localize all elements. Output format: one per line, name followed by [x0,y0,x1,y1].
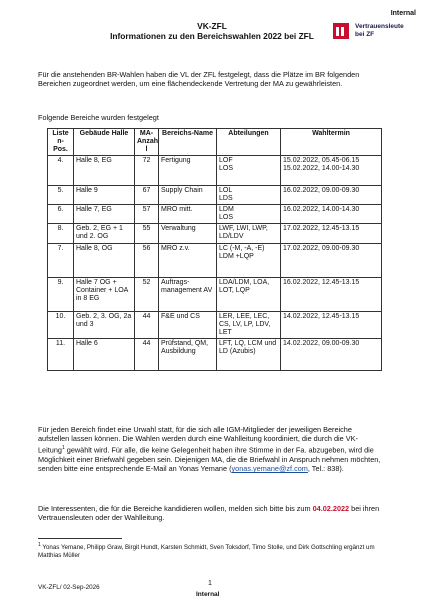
cell-wahltermin: 14.02.2022, 12.45-13.15 [281,312,382,339]
cell-gebaeude: Halle 9 [74,186,135,205]
wahl-info-text-b: gewählt wird. Für alle, die keine Gelegenheit haben ihre Stimme in der Fa. abzugeben, wird die Möglichkeit einer Briefwahl gegeben sein. Diejenigen MA, die die Briefwahl in Anspruch nehmen möchten, senden bitte eine entsprechende E-Mail an Yonas Yemane ( [38,445,381,474]
col-header-liste: Liste n-Pos. [48,129,74,156]
kandidaten-text-b: bei ihren Vertrauensleuten oder der Wahlleitung. [38,504,380,523]
cell-gebaeude: Halle 6 [74,339,135,371]
wahl-info-paragraph [38,425,384,473]
wahl-info-text-c: , Tel.: 838). [307,464,344,474]
cell-bereich: Verwaltung [159,224,217,244]
table-row [48,339,382,371]
cell-ma-anzahl: 52 [135,278,159,312]
document-title-line2: Informationen zu den Bereichswahlen 2022 bei ZFL [110,31,314,41]
table-row [48,156,382,186]
table-row [48,312,382,339]
cell-gebaeude: Halle 7, EG [74,205,135,224]
cell-bereich: Auftrags-management AV [159,278,217,312]
deadline-date: 04.02.2022 [312,504,350,513]
cell-liste: 4. [48,156,74,186]
cell-bereich: MRO mitt. [159,205,217,224]
footnote-number: 1 [38,542,41,548]
table-row [48,244,382,278]
logo-text-line1: Vertrauensleute [355,23,404,30]
page-number: 1 [208,580,212,587]
classification-label: Internal [390,10,416,17]
cell-abteilungen: LC (-M, -A, -E) LDM +LQP [217,244,281,278]
table-row [48,205,382,224]
footer-doc-id: VK-ZFL/ 02-Sep-2026 [38,584,100,591]
cell-abteilungen: LDM LOS [217,205,281,224]
cell-liste: 7. [48,244,74,278]
cell-gebaeude: Halle 7 OG + Container + LOA in 8 EG [74,278,135,312]
cell-abteilungen: LWF, LWI, LWP, LD/LDV [217,224,281,244]
email-link[interactable]: yonas.yemane@zf.com [231,464,308,474]
cell-ma-anzahl: 44 [135,312,159,339]
cell-wahltermin: 16.02.2022, 14.00-14.30 [281,205,382,224]
intro-paragraph-2: Folgende Bereiche wurden festgelegt [38,113,159,122]
col-header-gebaeude: Gebäude Halle [74,129,135,156]
cell-ma-anzahl: 57 [135,205,159,224]
table-row [48,224,382,244]
cell-gebaeude: Halle 8, OG [74,244,135,278]
intro-paragraph: Für die anstehenden BR-Wahlen haben die VL der ZFL festgelegt, dass die Plätze im BR folgenden Bereichen zugeordnet werden, um eine flächendeckende Vertretung der MA zu gewährleisten. [38,70,360,89]
cell-wahltermin: 16.02.2022, 12.45-13.15 [281,278,382,312]
document-title-line1: VK-ZFL [197,21,227,31]
col-header-bereich: Bereichs-Name [159,129,217,156]
cell-bereich: Supply Chain [159,186,217,205]
footnote [38,541,393,560]
vertrauensleute-logo [331,21,421,43]
cell-wahltermin: 16.02.2022, 09.00-09.30 [281,186,382,205]
table-row [48,278,382,312]
cell-abteilungen: LER, LEE, LEC, CS, LV, LP, LDV, LET [217,312,281,339]
cell-abteilungen: LOF LOS [217,156,281,186]
col-header-ma-anzahl: MA-Anzah l [135,129,159,156]
cell-wahltermin: 17.02.2022, 12.45-13.15 [281,224,382,244]
table-row [48,186,382,205]
col-header-abteilungen: Abteilungen [217,129,281,156]
cell-ma-anzahl: 44 [135,339,159,371]
cell-liste: 11. [48,339,74,371]
cell-bereich: F&E und CS [159,312,217,339]
cell-wahltermin: 15.02.2022, 05.45-06.15 15.02.2022, 14.00-14.30 [281,156,382,186]
cell-ma-anzahl: 72 [135,156,159,186]
table-header-row [48,129,382,156]
igm-logo-icon [331,21,353,41]
cell-ma-anzahl: 56 [135,244,159,278]
cell-liste: 9. [48,278,74,312]
cell-bereich: MRO z.v. [159,244,217,278]
cell-liste: 6. [48,205,74,224]
cell-gebaeude: Geb. 2, EG + 1 und 2. OG [74,224,135,244]
cell-abteilungen: LOL LDS [217,186,281,205]
cell-bereich: Fertigung [159,156,217,186]
cell-liste: 10. [48,312,74,339]
cell-wahltermin: 17.02.2022, 09.00-09.30 [281,244,382,278]
footnote-ref: 1 [61,444,65,451]
cell-ma-anzahl: 55 [135,224,159,244]
cell-liste: 8. [48,224,74,244]
cell-wahltermin: 14.02.2022, 09.00-09.30 [281,339,382,371]
footnote-text: Yonas Yemane, Philipp Graw, Birgit Hundt, Karsten Schmidt, Sven Toksdorf, Timo Stolle, und Dirk Gottschling ergänzt um Matthias Müller [38,544,375,560]
footnote-divider [38,538,122,539]
cell-ma-anzahl: 67 [135,186,159,205]
cell-abteilungen: LFT, LQ, LCM und LD (Azubis) [217,339,281,371]
wahl-info-text-a: Für jeden Bereich findet eine Urwahl statt, für die sich alle IGM-Mitglieder der jeweiligen Bereiche aufstellen lassen können. Die Wahlen werden durch eine Wahlleitung koordiniert, die durch die VK-Leitung [38,425,358,455]
kandidaten-paragraph [38,504,384,523]
cell-bereich: Prüfstand, QM, Ausbildung [159,339,217,371]
logo-text-line2: bei ZF [355,31,375,38]
cell-gebaeude: Halle 8, EG [74,156,135,186]
col-header-wahltermin: Wahltermin [281,129,382,156]
cell-abteilungen: LDA/LDM, LOA, LOT, LQP [217,278,281,312]
bereiche-table [47,128,382,371]
cell-liste: 5. [48,186,74,205]
kandidaten-text-a: Die Interessenten, die für die Bereiche kandidieren wollen, melden sich bitte bis zum [38,504,313,513]
footer-classification: Internal [196,591,220,598]
cell-gebaeude: Geb. 2, 3. OG, 2a und 3 [74,312,135,339]
